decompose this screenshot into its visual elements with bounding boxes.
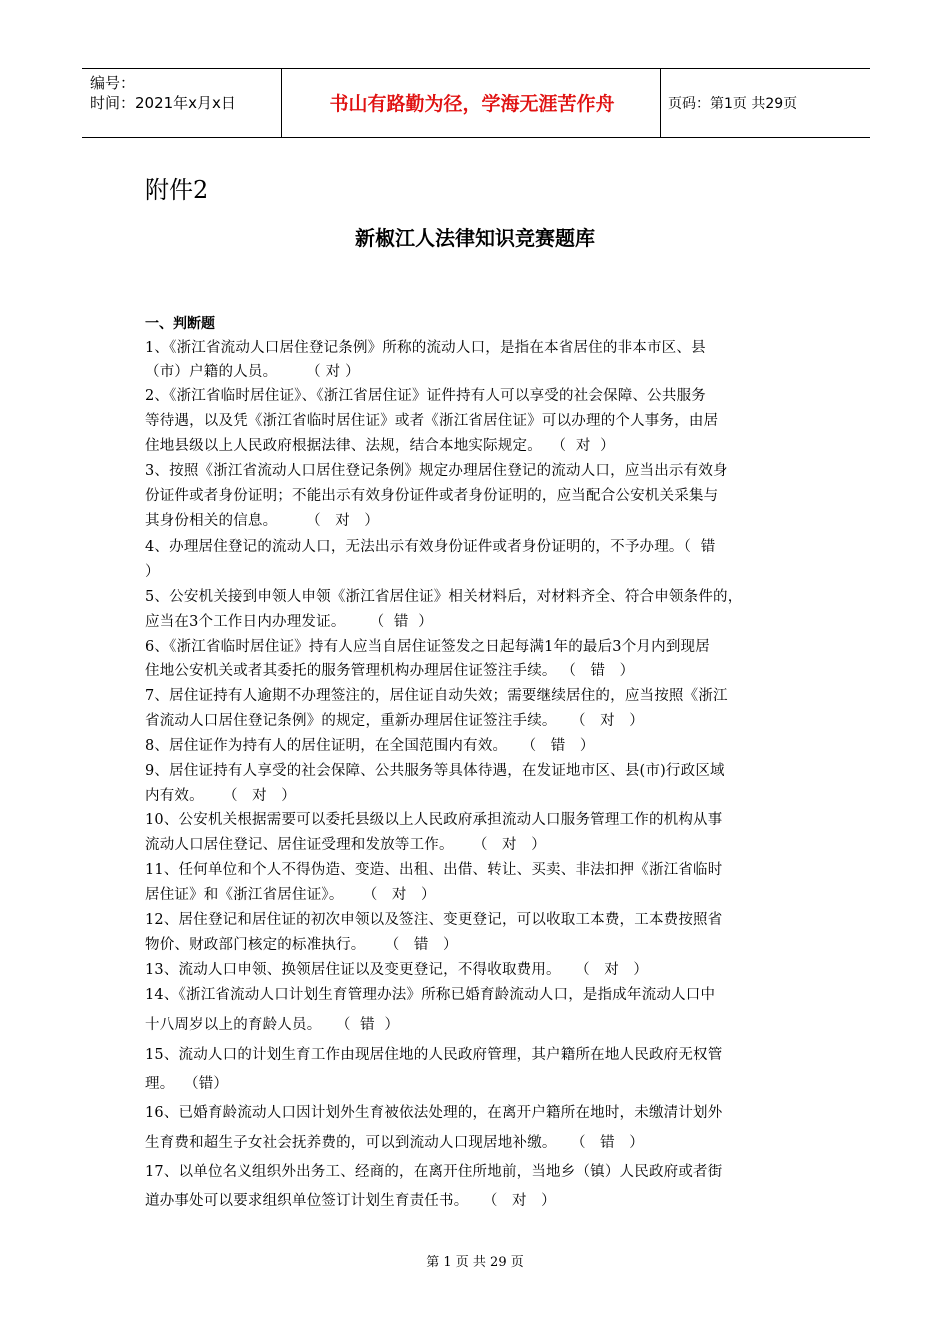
question-line: 9、居住证持有人享受的社会保障、公共服务等具体待遇，在发证地市区、县(市)行政区域 <box>145 763 725 779</box>
question-line: 份证件或者身份证明；不能出示有效身份证件或者身份证明的，应当配合公安机关采集与 <box>145 488 719 504</box>
question-line: 14、《浙江省流动人口计划生育管理办法》所称已婚育龄流动人口，是指成年流动人口中 <box>145 987 716 1003</box>
question-line: 10、公安机关根据需要可以委托县级以上人民政府承担流动人口服务管理工作的机构从事 <box>145 812 723 828</box>
question-line: （市）户籍的人员。 （ 对 ） <box>145 364 360 380</box>
question-line: 16、已婚育龄流动人口因计划外生育被依法处理的，在离开户籍所在地时，未缴清计划外 <box>145 1105 723 1121</box>
question-line: 1、《浙江省流动人口居住登记条例》所称的流动人口，是指在本省居住的非本市区、县 <box>145 340 706 356</box>
question-line: 7、居住证持有人逾期不办理签注的，居住证自动失效；需要继续居住的，应当按照《浙江 <box>145 688 728 704</box>
page-header <box>82 68 870 138</box>
question-line: 道办事处可以要求组织单位签订计划生育责任书。 （ 对 ） <box>145 1193 556 1209</box>
question-line: 应当在3个工作日内办理发证。 （ 错 ） <box>145 614 433 630</box>
question-line: 住地县级以上人民政府根据法律、法规，结合本地实际规定。 （ 对 ） <box>145 438 615 454</box>
question-line: 其身份相关的信息。 （ 对 ） <box>145 513 380 529</box>
question-line: 省流动人口居住登记条例》的规定，重新办理居住证签注手续。 （ 对 ） <box>145 713 644 729</box>
question-line: 居住证》和《浙江省居住证》。 （ 对 ） <box>145 887 436 903</box>
question-line: 15、流动人口的计划生育工作由现居住地的人民政府管理，其户籍所在地人民政府无权管 <box>145 1047 723 1063</box>
question-line: 8、居住证作为持有人的居住证明，在全国范围内有效。 （ 错 ） <box>145 738 595 754</box>
question-line: ） <box>145 564 160 580</box>
header-left-cell <box>90 73 280 113</box>
question-line: 6、《浙江省临时居住证》持有人应当自居住证签发之日起每满1年的最后3个月内到现居 <box>145 639 710 655</box>
question-line: 等待遇，以及凭《浙江省临时居住证》或者《浙江省居住证》可以办理的个人事务，由居 <box>145 413 719 429</box>
question-line: 流动人口居住登记、居住证受理和发放等工作。 （ 对 ） <box>145 837 546 853</box>
number-label: 编号： <box>90 74 136 92</box>
section-heading: 一、判断题 <box>145 316 215 332</box>
attachment-label: 附件2 <box>145 176 209 204</box>
question-line: 内有效。 （ 对 ） <box>145 788 296 804</box>
question-line: 5、公安机关接到申领人申领《浙江省居住证》相关材料后，对材料齐全、符合申领条件的， <box>145 589 743 605</box>
question-line: 物价、财政部门核定的标准执行。 （ 错 ） <box>145 937 458 953</box>
page-footer: 第 1 页 共 29 页 <box>426 1255 524 1270</box>
header-page-info: 页码：第1页 共29页 <box>668 96 798 112</box>
question-line: 理。 （错） <box>145 1076 229 1092</box>
question-line: 住地公安机关或者其委托的服务管理机构办理居住证签注手续。 （ 错 ） <box>145 663 635 679</box>
question-line: 十八周岁以上的育龄人员。 （ 错 ） <box>145 1017 400 1033</box>
document-title: 新椒江人法律知识竞赛题库 <box>355 226 595 250</box>
question-line: 17、以单位名义组织外出务工、经商的，在离开住所地前，当地乡（镇）人民政府或者街 <box>145 1164 723 1180</box>
question-line: 生育费和超生子女社会抚养费的，可以到流动人口现居地补缴。 （ 错 ） <box>145 1135 644 1151</box>
question-line: 12、居住登记和居住证的初次申领以及签注、变更登记，可以收取工本费，工本费按照省 <box>145 912 723 928</box>
question-line: 2、《浙江省临时居住证》、《浙江省居住证》证件持有人可以享受的社会保障、公共服务 <box>145 388 706 404</box>
question-line: 11、任何单位和个人不得伪造、变造、出租、出借、转让、买卖、非法扣押《浙江省临时 <box>145 862 723 878</box>
question-line: 3、按照《浙江省流动人口居住登记条例》规定办理居住登记的流动人口，应当出示有效身 <box>145 463 728 479</box>
header-motto: 书山有路勤为径，学海无涯苦作舟 <box>329 93 615 115</box>
question-line: 13、流动人口申领、换领居住证以及变更登记，不得收取费用。 （ 对 ） <box>145 962 649 978</box>
question-line: 4、办理居住登记的流动人口，无法出示有效身份证件或者身份证明的，不予办理。（ 错 <box>145 539 716 555</box>
header-divider <box>660 69 661 137</box>
time-label: 时间：2021年x月x日 <box>90 94 236 112</box>
